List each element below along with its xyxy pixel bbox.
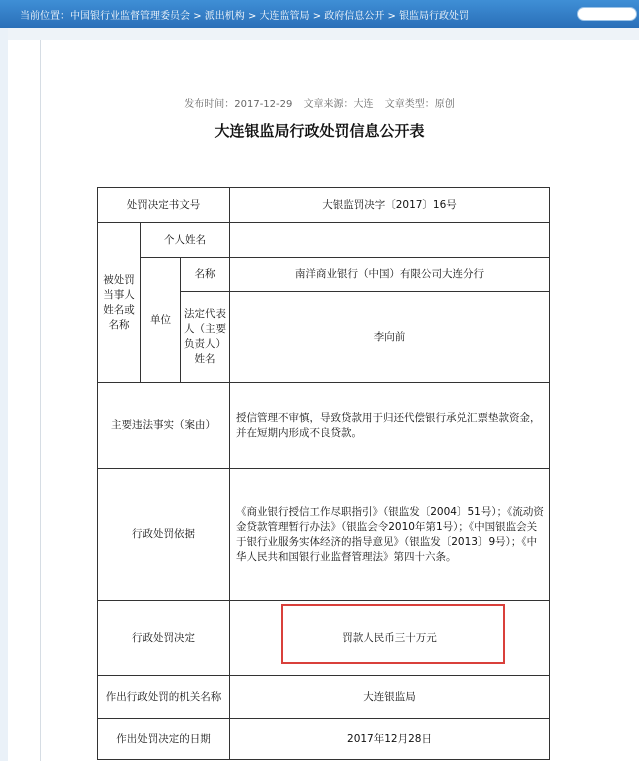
individual-name-label: 个人姓名 [164, 233, 206, 246]
breadcrumb [20, 7, 469, 22]
breadcrumb-item-dalian[interactable]: 大连监管局 [259, 11, 310, 22]
search-input[interactable] [577, 7, 637, 21]
article-type: 文章类型：原创 [384, 99, 455, 110]
breadcrumb-prefix: 当前位置： [20, 11, 70, 22]
decision-number-label: 处罚决定书文号 [126, 198, 201, 211]
publish-time: 发布时间：2017-12-29 [184, 99, 293, 110]
entity-name-value: 南洋商业银行（中国）有限公司大连分行 [295, 268, 484, 280]
decision-number-value: 大银监罚决字〔2017〕16号 [322, 198, 457, 211]
content-top-band [8, 28, 639, 40]
breadcrumb-separator: > [247, 11, 257, 22]
decision-date-value: 2017年12月28日 [347, 732, 432, 745]
individual-name-value [230, 223, 549, 257]
authority-value: 大连银监局 [363, 690, 416, 703]
breadcrumb-item-gov-info[interactable]: 政府信息公开 [324, 11, 385, 22]
breadcrumb-separator: > [193, 11, 202, 22]
penalty-decision-value: 罚款人民币三十万元 [342, 631, 437, 644]
authority-label: 作出行政处罚的机关名称 [105, 690, 222, 703]
legal-rep-value: 李向前 [373, 330, 406, 343]
breadcrumb-separator: > [312, 11, 322, 22]
violation-facts-label: 主要违法事实（案由） [111, 419, 216, 431]
page-title: 大连银监局行政处罚信息公开表 [214, 122, 425, 140]
breadcrumb-item-penalty[interactable]: 银监局行政处罚 [399, 11, 470, 22]
entity-name-label: 名称 [194, 268, 216, 280]
breadcrumb-item-cbrc[interactable]: 中国银行业监督管理委员会 [70, 11, 190, 22]
breadcrumb-item-branches[interactable]: 派出机构 [204, 11, 245, 22]
article-meta [0, 95, 639, 110]
penalty-basis-label: 行政处罚依据 [132, 528, 195, 540]
party-label: 被处罚当事人姓名或名称 [103, 273, 135, 331]
breadcrumb-separator: > [387, 11, 396, 22]
violation-facts-value: 授信管理不审慎，导致贷款用于归还代偿银行承兑汇票垫款资金，并在短期内形成不良贷款。 [236, 411, 541, 439]
article-source: 文章来源：大连 [303, 99, 374, 110]
penalty-decision-label: 行政处罚决定 [132, 631, 195, 644]
highlight-box [281, 604, 505, 664]
decision-date-label: 作出处罚决定的日期 [116, 732, 211, 745]
top-navigation-bar [0, 0, 639, 28]
unit-label: 单位 [150, 313, 171, 326]
legal-rep-label: 法定代表人（主要负责人）姓名 [184, 308, 226, 365]
penalty-basis-value: 《商业银行授信工作尽职指引》（银监发〔2004〕51号）；《流动资金贷款管理暂行办法》（银监会令2010年第1号）；《中国银监会关于银行业服务实体经济的指导意见》（银监发〔2013〕9号）；《中华人民共和国银行业监督管理法》第四十六条。 [236, 505, 544, 563]
